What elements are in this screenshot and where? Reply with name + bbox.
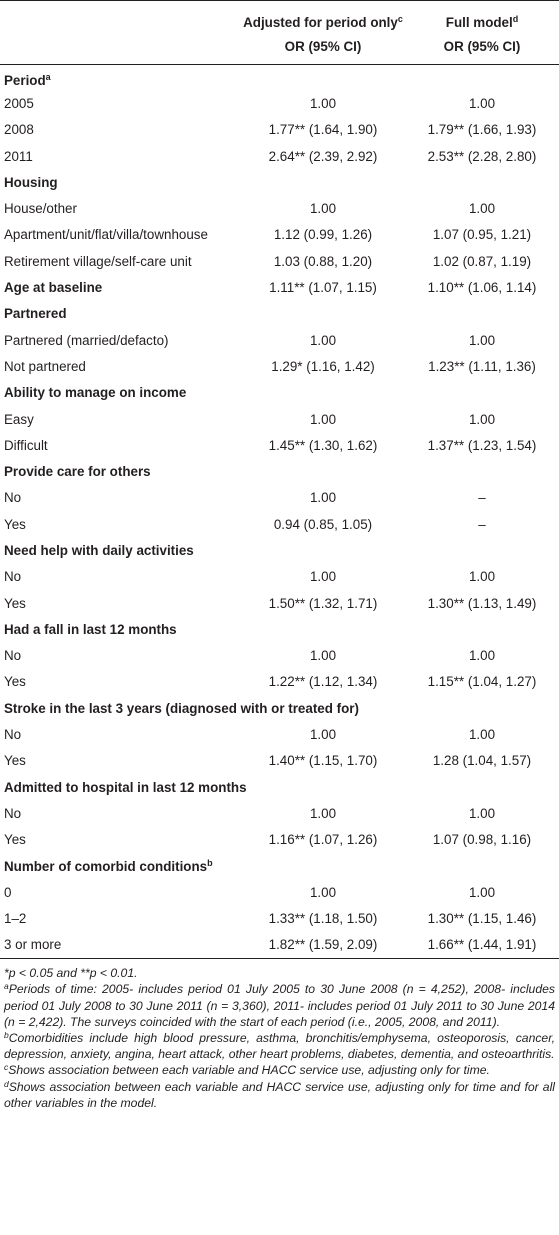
cell-full-model-or: 1.30** (1.13, 1.49) bbox=[427, 595, 537, 611]
col-subheader-full-model: OR (95% CI) bbox=[443, 39, 521, 54]
footnote-marker: d bbox=[4, 1078, 9, 1089]
footnote-marker: a bbox=[4, 981, 9, 992]
footnote: $^c$Shows association between each variable and HACC service use, adjusting only for time. bbox=[4, 1062, 490, 1078]
table-row bbox=[0, 406, 559, 432]
cell-full-model-or: 1.00 bbox=[468, 727, 496, 743]
row-label: 3 or more bbox=[4, 937, 62, 953]
cell-full-model-or: 1.30** (1.15, 1.46) bbox=[427, 911, 537, 927]
table-row bbox=[0, 117, 559, 143]
cell-adjusted-or: 1.12 (0.99, 1.26) bbox=[273, 227, 373, 243]
cell-adjusted-or: 1.22** (1.12, 1.34) bbox=[268, 674, 378, 690]
table-row bbox=[0, 590, 559, 616]
table-row bbox=[0, 748, 559, 774]
table-body bbox=[0, 65, 559, 959]
table-row bbox=[0, 801, 559, 827]
cell-full-model-or bbox=[405, 696, 559, 722]
table-row bbox=[0, 485, 559, 511]
table-row bbox=[0, 327, 559, 353]
row-label: Stroke in the last 3 years (diagnosed with or treated for) bbox=[4, 700, 359, 716]
cell-full-model-or: – bbox=[478, 490, 486, 506]
row-label: Age at baseline bbox=[4, 280, 103, 296]
cell-full-model-or: 1.07 (0.95, 1.21) bbox=[432, 227, 532, 243]
empty-subheader-cell bbox=[0, 31, 241, 65]
cell-adjusted-or: 1.00 bbox=[309, 411, 337, 427]
table-row bbox=[0, 880, 559, 906]
section-row bbox=[0, 380, 559, 406]
row-label: Partnered (married/defacto) bbox=[4, 332, 169, 348]
cell-adjusted-or: 1.00 bbox=[309, 884, 337, 900]
table-row bbox=[0, 669, 559, 695]
section-row bbox=[0, 538, 559, 564]
table-row bbox=[0, 722, 559, 748]
row-label: Yes bbox=[4, 832, 26, 848]
col-subheader-adjusted: OR (95% CI) bbox=[284, 39, 362, 54]
row-label: Easy bbox=[4, 411, 34, 427]
cell-adjusted-or: 1.03 (0.88, 1.20) bbox=[273, 253, 373, 269]
cell-adjusted-or: 1.29* (1.16, 1.42) bbox=[271, 358, 375, 374]
section-row bbox=[0, 170, 559, 196]
table-row bbox=[0, 91, 559, 117]
cell-full-model-or: 1.00 bbox=[468, 569, 496, 585]
section-row bbox=[0, 459, 559, 485]
cell-full-model-or: 1.79** (1.66, 1.93) bbox=[427, 122, 537, 138]
cell-full-model-or: 1.00 bbox=[468, 332, 496, 348]
cell-adjusted-or: 1.11** (1.07, 1.15) bbox=[269, 280, 377, 296]
row-label: Had a fall in last 12 months bbox=[4, 621, 177, 637]
row-label: No bbox=[4, 805, 22, 821]
cell-full-model-or: 1.00 bbox=[468, 411, 496, 427]
cell-adjusted-or bbox=[241, 301, 405, 327]
cell-adjusted-or bbox=[241, 775, 405, 801]
col-header-adjusted: Adjusted for period only$^c$ bbox=[243, 14, 403, 30]
row-label: Admitted to hospital in last 12 months bbox=[4, 779, 247, 795]
row-label: Period$^a$ bbox=[4, 71, 51, 88]
table-row bbox=[0, 354, 559, 380]
footnote: $^b$Comorbidities include high blood pressure, asthma, bronchitis/emphysema, osteoporosis, cancer, depression, anxiety, angina, heart attack, other heart problems, diabetes, dementia, and osteoarthritis. bbox=[4, 1029, 555, 1062]
section-row bbox=[0, 301, 559, 327]
cell-full-model-or: 1.00 bbox=[468, 884, 496, 900]
cell-adjusted-or bbox=[241, 617, 405, 643]
cell-adjusted-or: 1.00 bbox=[309, 648, 337, 664]
row-label: Ability to manage on income bbox=[4, 385, 187, 401]
table-row bbox=[0, 512, 559, 538]
row-label: Yes bbox=[4, 595, 26, 611]
footnote-marker: b bbox=[4, 1029, 9, 1040]
cell-adjusted-or bbox=[241, 538, 405, 564]
cell-full-model-or: 1.02 (0.87, 1.19) bbox=[432, 253, 532, 269]
cell-adjusted-or bbox=[241, 380, 405, 406]
cell-adjusted-or: 1.40** (1.15, 1.70) bbox=[268, 753, 378, 769]
empty-header-cell bbox=[0, 1, 241, 32]
table-row bbox=[0, 143, 559, 169]
section-row bbox=[0, 617, 559, 643]
cell-adjusted-or: 0.94 (0.85, 1.05) bbox=[273, 516, 373, 532]
cell-adjusted-or: 1.00 bbox=[309, 95, 337, 111]
table-row bbox=[0, 932, 559, 958]
footnote-marker: b bbox=[207, 857, 213, 868]
footnote: $^d$Shows association between each variable and HACC service use, adjusting only for time and for all other variables in the model. bbox=[4, 1078, 555, 1110]
row-label: Yes bbox=[4, 674, 26, 690]
cell-adjusted-or: 1.45** (1.30, 1.62) bbox=[268, 437, 378, 453]
row-label: 2011 bbox=[4, 148, 33, 164]
section-row bbox=[0, 775, 559, 801]
cell-full-model-or bbox=[405, 380, 559, 406]
row-label: Partnered bbox=[4, 306, 67, 322]
cell-adjusted-or: 1.50** (1.32, 1.71) bbox=[268, 595, 378, 611]
cell-full-model-or: 2.53** (2.28, 2.80) bbox=[427, 148, 537, 164]
table-row bbox=[0, 827, 559, 853]
footnote: *p < 0.05 and **p < 0.01. bbox=[4, 966, 138, 981]
cell-adjusted-or bbox=[241, 459, 405, 485]
cell-adjusted-or: 1.77** (1.64, 1.90) bbox=[268, 122, 378, 138]
cell-full-model-or: 1.07 (0.98, 1.16) bbox=[432, 832, 532, 848]
row-label: 2008 bbox=[4, 122, 34, 138]
cell-adjusted-or: 1.33** (1.18, 1.50) bbox=[268, 911, 378, 927]
row-label: 1–2 bbox=[4, 911, 27, 927]
section-row bbox=[0, 275, 559, 301]
cell-full-model-or bbox=[405, 301, 559, 327]
cell-full-model-or: 1.66** (1.44, 1.91) bbox=[427, 937, 537, 953]
table-row bbox=[0, 249, 559, 275]
cell-adjusted-or: 1.16** (1.07, 1.26) bbox=[268, 832, 378, 848]
cell-full-model-or: 1.28 (1.04, 1.57) bbox=[432, 753, 532, 769]
cell-full-model-or bbox=[405, 617, 559, 643]
cell-full-model-or bbox=[405, 538, 559, 564]
cell-adjusted-or: 1.82** (1.59, 2.09) bbox=[268, 937, 378, 953]
cell-full-model-or bbox=[405, 65, 559, 91]
cell-full-model-or bbox=[405, 170, 559, 196]
cell-adjusted-or bbox=[241, 853, 405, 879]
table-row bbox=[0, 196, 559, 222]
cell-full-model-or: 1.00 bbox=[468, 648, 496, 664]
row-label: No bbox=[4, 490, 22, 506]
cell-full-model-or: 1.00 bbox=[468, 95, 496, 111]
row-label: Retirement village/self-care unit bbox=[4, 253, 192, 269]
row-label: No bbox=[4, 648, 22, 664]
row-label: No bbox=[4, 727, 22, 743]
section-row bbox=[0, 696, 559, 722]
cell-adjusted-or bbox=[241, 170, 405, 196]
cell-adjusted-or: 1.00 bbox=[309, 490, 337, 506]
cell-full-model-or bbox=[405, 459, 559, 485]
row-label: No bbox=[4, 569, 22, 585]
row-label: Apartment/unit/flat/villa/townhouse bbox=[4, 227, 208, 243]
cell-full-model-or: 1.15** (1.04, 1.27) bbox=[427, 674, 537, 690]
table-footnotes bbox=[0, 959, 559, 1111]
cell-full-model-or: 1.00 bbox=[468, 201, 496, 217]
row-label: House/other bbox=[4, 201, 77, 217]
footnote: $^a$Periods of time: 2005- includes period 01 July 2005 to 30 June 2008 (n = 4,252), 2008- includes period 01 July 2008 to 30 June 2011 (n = 3,360), 2011- includes period 01 July 2011 to 30 June 2014 (n = 2,422). The surveys coincided with the start of each period (i.e., 2005, 2008, and 2011). bbox=[4, 981, 555, 1029]
row-label: Yes bbox=[4, 516, 26, 532]
cell-full-model-or: 1.23** (1.11, 1.36) bbox=[428, 358, 536, 374]
cell-full-model-or bbox=[405, 775, 559, 801]
footnote-marker: a bbox=[45, 71, 51, 82]
row-label: Provide care for others bbox=[4, 464, 151, 480]
row-label: Difficult bbox=[4, 437, 48, 453]
row-label: Number of comorbid conditions$^b$ bbox=[4, 857, 213, 874]
cell-adjusted-or: 1.00 bbox=[309, 332, 337, 348]
cell-adjusted-or: 1.00 bbox=[309, 569, 337, 585]
cell-adjusted-or: 2.64** (2.39, 2.92) bbox=[268, 148, 378, 164]
section-row bbox=[0, 65, 559, 91]
row-label: 0 bbox=[4, 884, 12, 900]
row-label: Housing bbox=[4, 174, 58, 190]
cell-adjusted-or: 1.00 bbox=[309, 201, 337, 217]
row-label: Not partnered bbox=[4, 358, 86, 374]
table-row bbox=[0, 433, 559, 459]
cell-adjusted-or: 1.00 bbox=[309, 805, 337, 821]
section-row bbox=[0, 853, 559, 879]
cell-full-model-or: – bbox=[478, 516, 486, 532]
table-row bbox=[0, 564, 559, 590]
cell-full-model-or bbox=[405, 853, 559, 879]
cell-full-model-or: 1.37** (1.23, 1.54) bbox=[427, 437, 537, 453]
cell-adjusted-or bbox=[241, 65, 405, 91]
row-label: 2005 bbox=[4, 95, 34, 111]
cell-adjusted-or: 1.00 bbox=[309, 727, 337, 743]
row-label: Yes bbox=[4, 753, 26, 769]
table-row bbox=[0, 643, 559, 669]
footnote-marker: c bbox=[4, 1062, 9, 1073]
row-label: Need help with daily activities bbox=[4, 542, 194, 558]
cell-full-model-or: 1.00 bbox=[468, 805, 496, 821]
cell-full-model-or: 1.10** (1.06, 1.14) bbox=[427, 280, 537, 296]
col-header-full-model: Full model$^d$ bbox=[445, 14, 519, 30]
table-row bbox=[0, 906, 559, 932]
table-row bbox=[0, 222, 559, 248]
